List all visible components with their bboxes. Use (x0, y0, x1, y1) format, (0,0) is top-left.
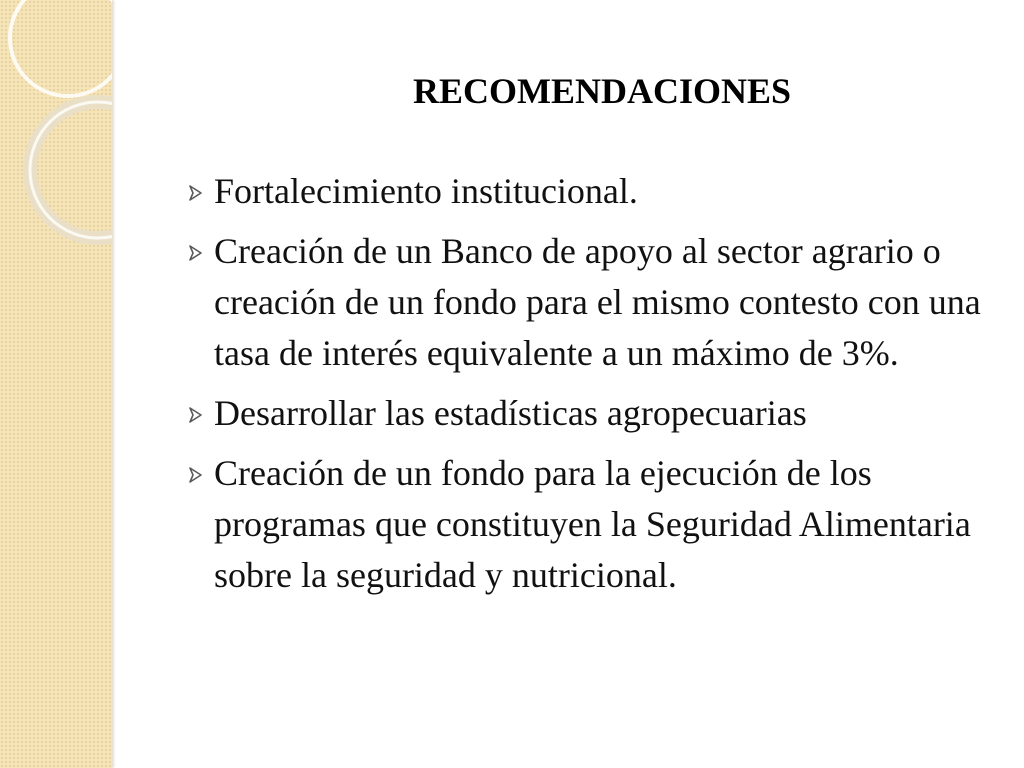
slide-title: RECOMENDACIONES (412, 71, 792, 111)
list-item (186, 448, 986, 601)
decorative-side-strip (0, 0, 112, 768)
arrow-bullet-icon (186, 405, 206, 425)
list-item (186, 226, 986, 379)
ring-middle (30, 102, 112, 238)
arrow-bullet-icon (186, 465, 206, 485)
decorative-rings (0, 0, 112, 768)
list-item-text: Creación de un fondo para la ejecución de los programas que constituyen la Seguridad Alimentaria sobre la seguridad y nutricional. (214, 453, 971, 595)
list-item (186, 388, 986, 439)
arrow-bullet-icon (186, 183, 206, 203)
list-item-text: Desarrollar las estadísticas agropecuarias (214, 393, 807, 433)
recommendation-list (186, 166, 986, 610)
list-item-text: Fortalecimiento institucional. (214, 171, 638, 211)
list-item (186, 166, 986, 217)
list-item-text: Creación de un Banco de apoyo al sector agrario o creación de un fondo para el mismo contesto con una tasa de interés equivalente a un máximo de 3%. (214, 231, 981, 373)
arrow-bullet-icon (186, 243, 206, 263)
